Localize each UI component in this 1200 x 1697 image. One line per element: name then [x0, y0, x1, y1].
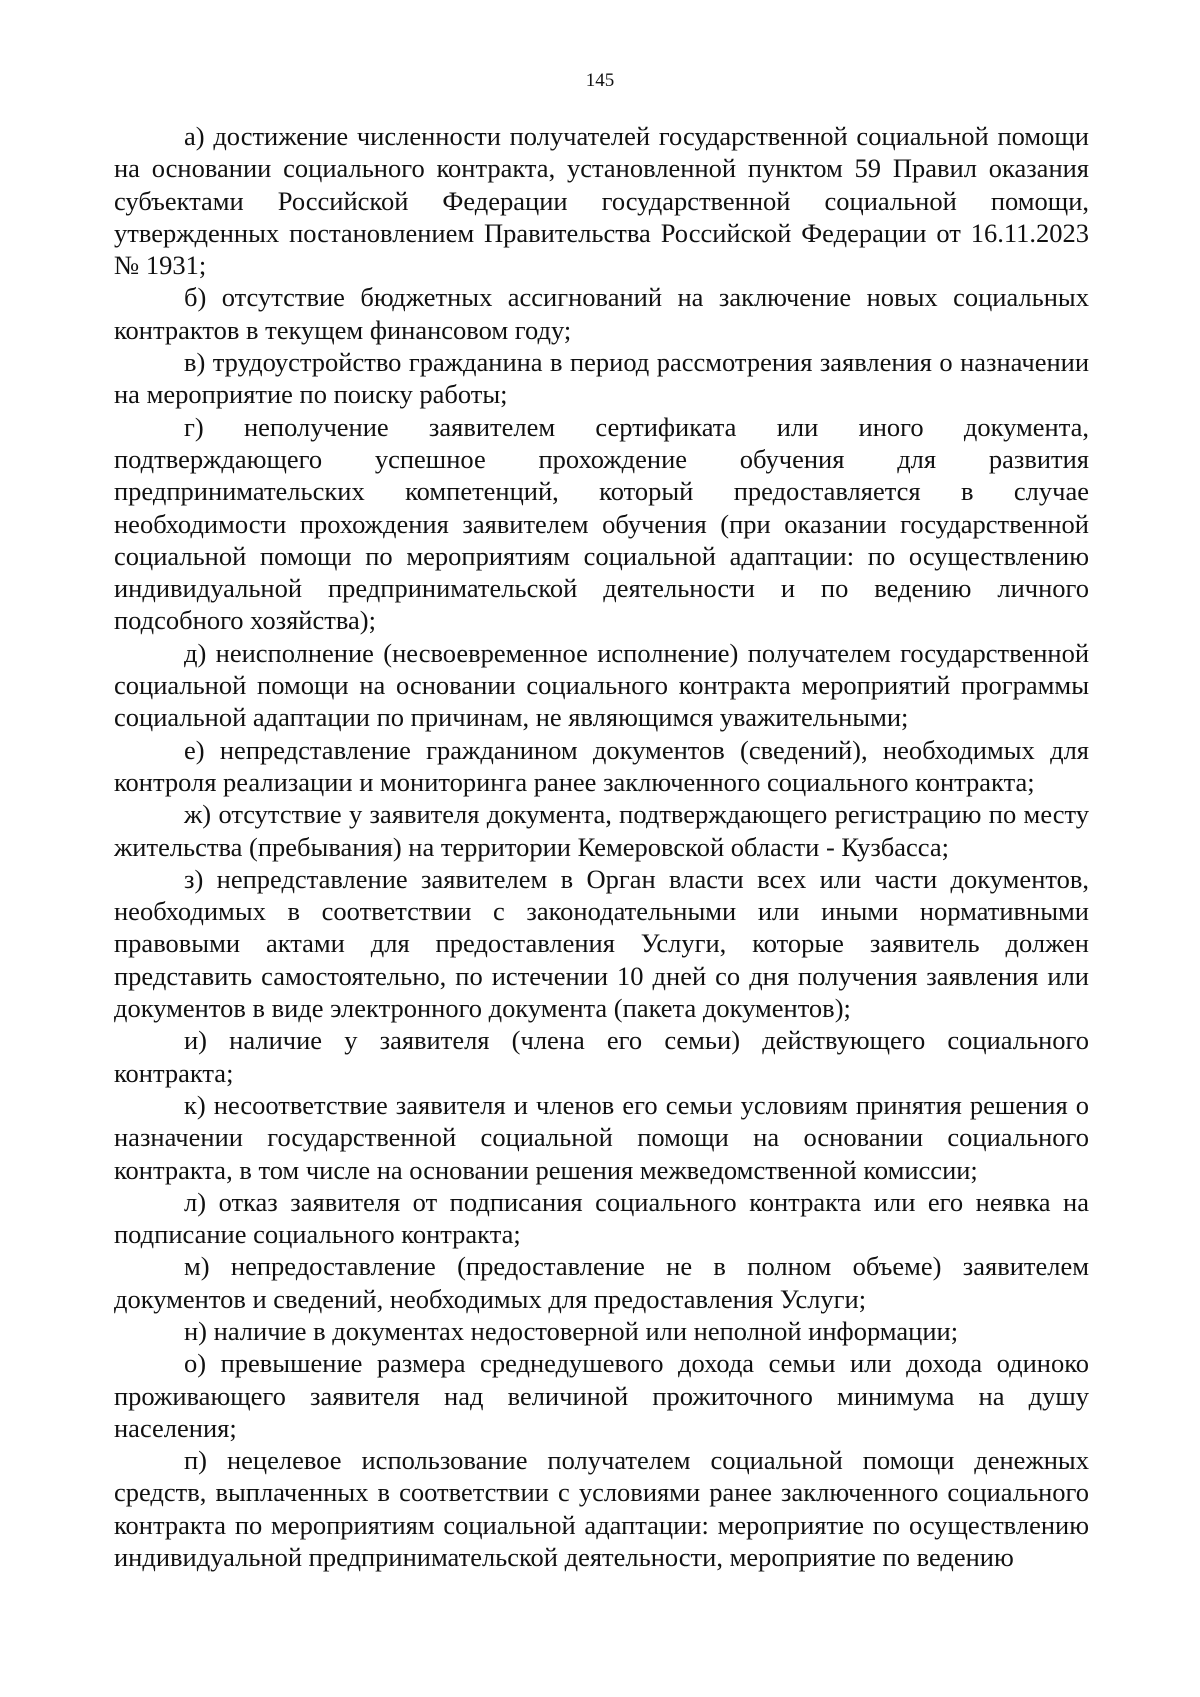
list-item-d: д) неисполнение (несвоевременное исполнение) получателем государственной социальной помощи на основании социального контракта мероприятий программы социальной адаптации по причинам, не являющимся уважительными; [114, 637, 1089, 733]
list-item-m: м) непредоставление (предоставление не в полном объеме) заявителем документов и сведений, необходимых для предоставления Услуги; [114, 1251, 1089, 1314]
list-item-z: з) непредставление заявителем в Орган власти всех или части документов, необходимых в соответствии с законодательными или иными нормативными правовыми актами для предоставления Услуги, которые заявитель должен представить самостоятельно, по истечении 10 дней со дня получения заявления или документов в виде электронного документа (пакета документов); [114, 863, 1089, 1024]
list-item-b: б) отсутствие бюджетных ассигнований на заключение новых социальных контрактов в текущем финансовом году; [114, 282, 1089, 345]
list-item-g: г) неполучение заявителем сертификата или иного документа, подтверждающего успешное прохождение обучения для развития предпринимательских компетенций, который предоставляется в случае необходимости прохождения заявителем обучения (при оказании государственной социальной помощи по мероприятиям социальной адаптации: по осуществлению индивидуальной предпринимательской деятельности и по ведению личного подсобного хозяйства); [114, 411, 1089, 636]
list-item-v: в) трудоустройство гражданина в период рассмотрения заявления о назначении на мероприятие по поиску работы; [114, 347, 1089, 410]
list-item-i: и) наличие у заявителя (члена его семьи) действующего социального контракта; [114, 1025, 1089, 1088]
list-item-a: а) достижение численности получателей государственной социальной помощи на основании социального контракта, установленной пунктом 59 Правил оказания субъектами Российской Федерации государственной социальной помощи, утвержденных постановлением Правительства Российской Федерации от 16.11.2023 № 1931; [114, 121, 1089, 281]
list-item-n: н) наличие в документах недостоверной или неполной информации; [184, 1315, 959, 1346]
document-body [114, 120, 1089, 1573]
list-item-zh: ж) отсутствие у заявителя документа, подтверждающего регистрацию по месту жительства (пребывания) на территории Кемеровской области - Кузбасса; [114, 799, 1089, 862]
list-item-p: п) нецелевое использование получателем социальной помощи денежных средств, выплаченных в соответствии с условиями ранее заключенного социального контракта по мероприятиям социальной адаптации: мероприятие по осуществлению индивидуальной предпринимательской деятельности, мероприятие по ведению [114, 1445, 1089, 1573]
page-number: 145 [585, 70, 615, 91]
list-item-k: к) несоответствие заявителя и членов его семьи условиям принятия решения о назначении государственной социальной помощи на основании социального контракта, в том числе на основании решения межведомственной комиссии; [114, 1089, 1089, 1185]
list-item-o: о) превышение размера среднедушевого дохода семьи или дохода одиноко проживающего заявителя над величиной прожиточного минимума на душу населения; [114, 1348, 1089, 1443]
list-item-l: л) отказ заявителя от подписания социального контракта или его неявка на подписание социального контракта; [114, 1186, 1089, 1250]
list-item-e: е) непредставление гражданином документов (сведений), необходимых для контроля реализации и мониторинга ранее заключенного социального контракта; [114, 734, 1089, 797]
